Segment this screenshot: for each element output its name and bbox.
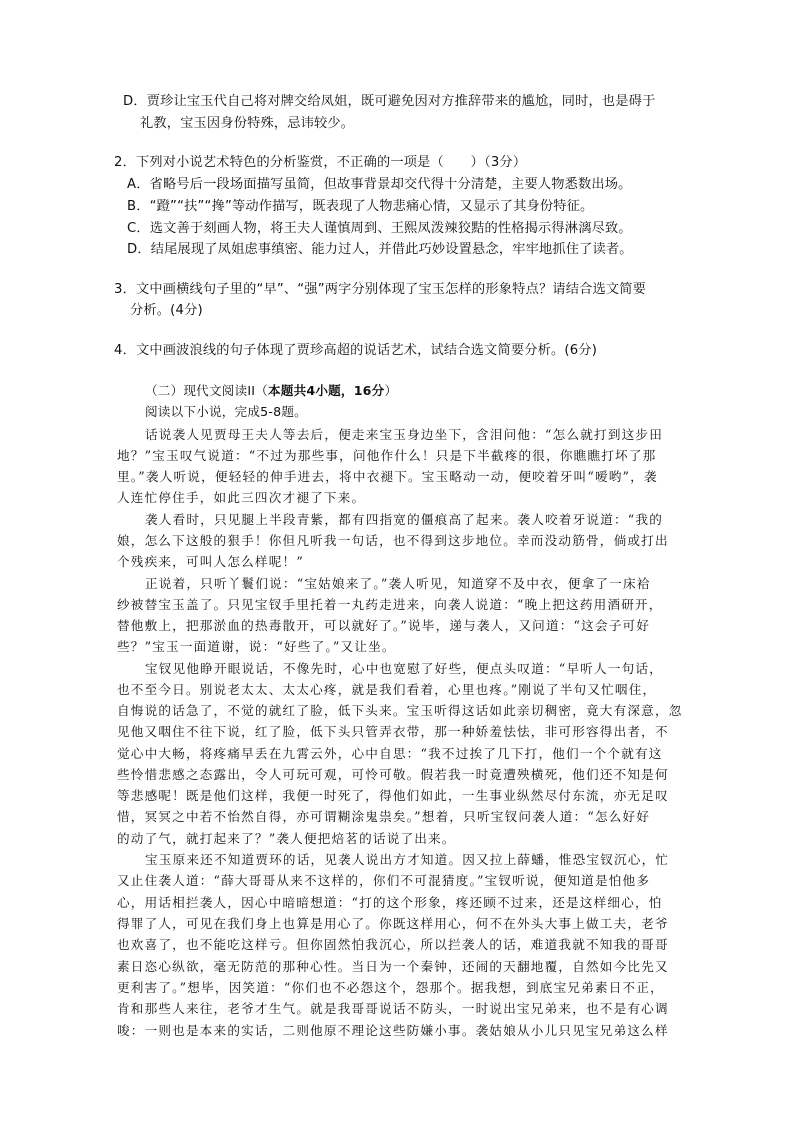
section-heading-suffix: ） — [384, 383, 398, 398]
q2-stem: 2．下列对小说艺术特色的分析鉴赏，不正确的一项是（ ）（3分） — [114, 155, 527, 170]
q1-option-d-line2: 礼教，宝玉因身份特殊，忌讳较少。 — [140, 116, 355, 131]
q2-option-a: A．省略号后一段场面描写虽简，但故事背景却交代得十分清楚，主要人物悉数出场。 — [127, 177, 632, 192]
passage-line: 心，用话相拦袭人，因心中暗暗想道：“打的这个形象，疼还顾不过来，还是这样细心，怕 — [117, 895, 663, 910]
q3-line2: 分析。(4分) — [130, 303, 203, 318]
passage-line: 觉心中大畅，将疼痛早丢在九霄云外，心中自思：“我不过挨了几下打，他们一个个就有这 — [117, 746, 663, 761]
section-heading-prefix: （二）现代文阅读II（ — [145, 383, 268, 398]
passage-line: 等悲感呢！既是他们这样，我便一时死了，得他们如此，一生事业纵然尽付东流，亦无足叹 — [117, 788, 669, 803]
passage-line: 宝玉原来还不知道贾环的话，见袭人说出方才知道。因又拉上薛蟠，惟恐宝钗沉心，忙 — [145, 852, 670, 867]
passage-line: 话说袭人见贾母王夫人等去后，便走来宝玉身边坐下，含泪问他：“怎么就打到这步田 — [145, 427, 664, 442]
q4-line1: 4．文中画波浪线的句子体现了贾珍高超的说话艺术，试结合选文简要分析。(6分) — [114, 343, 598, 358]
passage-line: 人连忙停住手，如此三四次才褪了下来。 — [117, 490, 366, 505]
passage-line: 得罪了人，可见在我们身上也算是用心了。你既这样用心，何不在外头大事上做工夫，老爷 — [117, 916, 669, 931]
passage-line: 的动了气，就打起来了？”袭人便把焙茗的话说了出来。 — [117, 831, 456, 846]
passage-line: 见他又咽住不往下说，红了脸，低下头只管弄衣带，那一种娇羞怯怯，非可形容得出者，不 — [117, 724, 669, 739]
q2-option-d: D．结尾展现了凤姐虑事缜密、能力过人，并借此巧妙设置悬念，牢牢地抓住了读者。 — [127, 242, 633, 257]
passage-line: 又止住袭人道：“薛大哥哥从来不这样的，你们不可混猜度。”宝钗听说，便知道是怕他多 — [117, 873, 651, 888]
q2-option-b: B．“蹬”“扶”“搀”等动作描写，既表现了人物悲痛心情，又显示了其身份特征。 — [127, 199, 594, 214]
q2-option-c: C．选文善于刻画人物，将王夫人谨慎周到、王熙凤泼辣狡黠的性格揭示得淋漓尽致。 — [127, 221, 632, 236]
section-heading — [145, 381, 397, 401]
passage-line: 地？”宝玉叹气说道：“不过为那些事，问他作什么！只是下半截疼的很，你瞧瞧打坏了那 — [117, 448, 657, 463]
passage-line: 正说着，只听丫鬟们说：“宝姑娘来了。”袭人听见，知道穿不及中衣，便拿了一床袷 — [145, 576, 651, 591]
passage-line: 更利害了。”想毕，因笑道：“你们也不必怨这个，怨那个。据我想，到底宝兄弟素日不正， — [117, 980, 664, 995]
passage-line: 素日恣心纵欲，毫无防范的那种心性。当日为一个秦钟，还闹的天翻地覆，自然如今比先又 — [117, 959, 669, 974]
q1-option-d-line1: D．贾珍让宝玉代自己将对牌交给凤姐，既可避免因对方推辞带来的尴尬，同时，也是碍于 — [123, 94, 656, 109]
q3-line1: 3．文中画横线句子里的“早”、“强”两字分别体现了宝玉怎样的形象特点？请结合选文简要 — [114, 282, 647, 297]
section-instruction: 阅读以下小说，完成5-8题。 — [145, 404, 307, 419]
passage-line: 里。”袭人听说，便轻轻的伸手进去，将中衣褪下。宝玉略动一动，便咬着牙叫“嗳哟”，袭 — [117, 469, 658, 484]
passage-line: 唆：一则也是本来的实话，二则他原不理论这些防嫌小事。袭姑娘从小儿只见宝兄弟这么样 — [117, 1023, 669, 1038]
passage-line: 惜，冥冥之中若不怡然自得，亦可谓糊涂鬼祟矣。”想着，只听宝钗问袭人道：“怎么好好 — [117, 809, 651, 824]
passage-line: 些怜惜悲感之态露出，令人可玩可观，可怜可敬。假若我一时竟遭殃横死，他们还不知是何 — [117, 767, 669, 782]
section-heading-bold: 本题共4小题，16分 — [267, 383, 385, 398]
passage-line: 些？”宝玉一面道谢，说：“好些了。”又让坐。 — [117, 639, 396, 654]
passage-line: 也欢喜了，也不能吃这样亏。但你固然怕我沉心，所以拦袭人的话，难道我就不知我的哥哥 — [117, 937, 669, 952]
passage-line: 宝钗见他睁开眼说话，不像先时，心中也宽慰了好些，便点头叹道：“早听人一句话， — [145, 661, 664, 676]
passage-line: 袭人看时，只见腿上半段青紫，都有四指宽的僵痕高了起来。袭人咬着牙说道：“我的 — [145, 512, 664, 527]
passage-line: 个残疾来，可叫人怎么样呢！” — [117, 554, 304, 569]
passage-line: 替他敷上，把那淤血的热毒散开，可以就好了。”说毕，递与袭人，又问道：“这会子可好 — [117, 618, 651, 633]
passage-line: 自悔说的话急了，不觉的就红了脸，低下头来。宝玉听得这话如此亲切稠密，竟大有深意，忽 — [117, 703, 683, 718]
passage-line: 纱被替宝玉盖了。只见宝钗手里托着一丸药走进来，向袭人说道：“晚上把这药用酒研开， — [117, 597, 663, 612]
passage-line: 娘，怎么下这般的狠手！你但凡听我一句话，也不得到这步地位。幸而没动筋骨，倘或打出 — [117, 533, 669, 548]
passage-line: 也不至今日。别说老太太、太太心疼，就是我们看着，心里也疼。”刚说了半句又忙咽住， — [117, 682, 657, 697]
passage-line: 肯和那些人来往，老爷才生气。就是我哥哥说话不防头，一时说出宝兄弟来，也不是有心调 — [117, 1001, 669, 1016]
